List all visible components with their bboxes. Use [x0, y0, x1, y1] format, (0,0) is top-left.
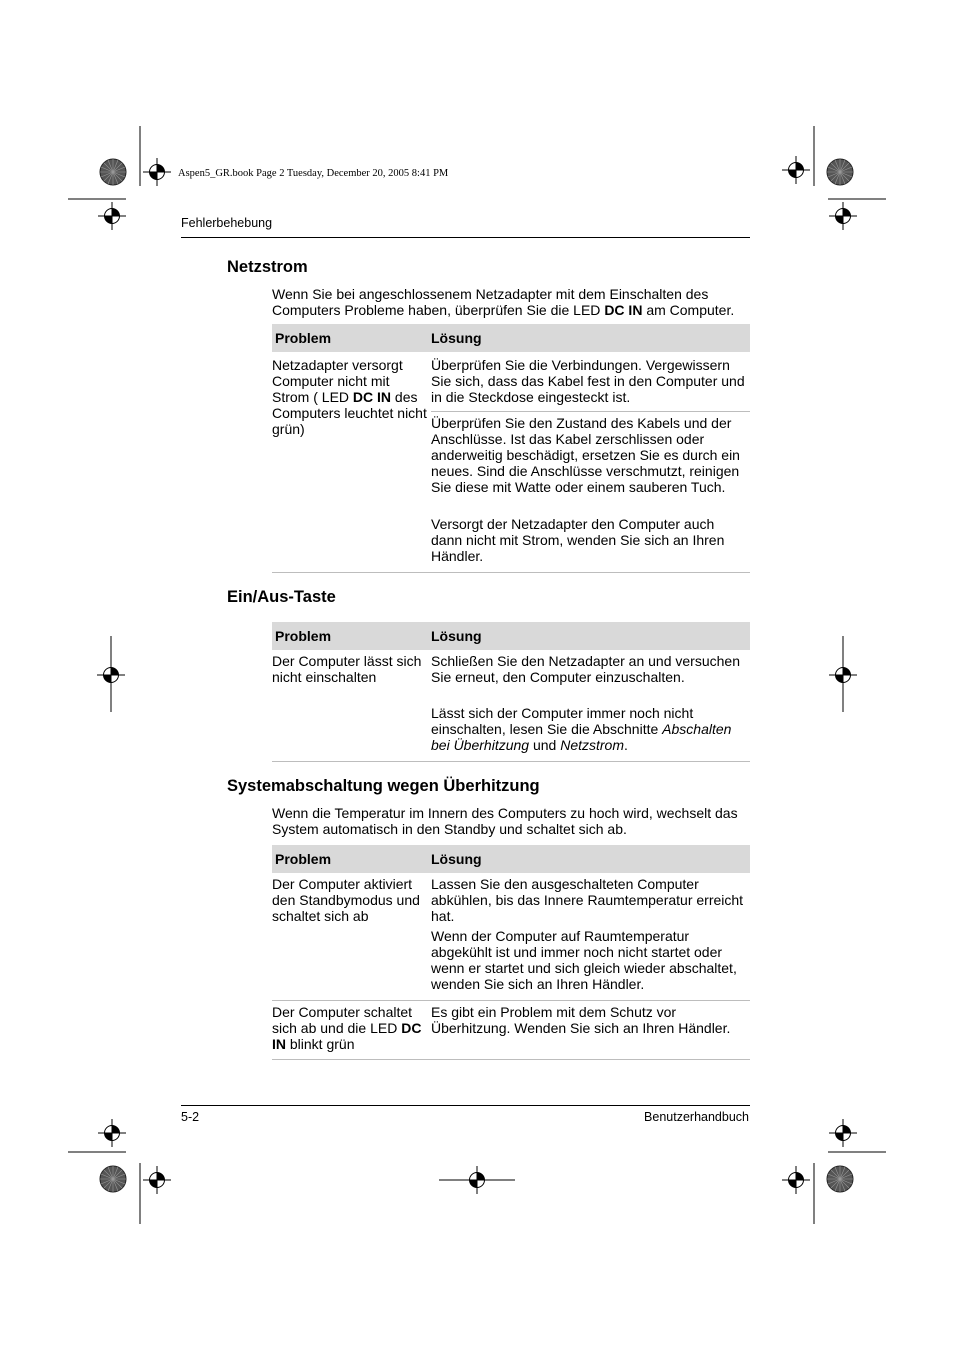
column-header-problem: Problem [275, 628, 332, 644]
solution-cell: Lässt sich der Computer immer noch nicht einschalten, lesen Sie die Abschnitte Abschalten bei Überhitzung und Netzstrom. [431, 705, 732, 753]
table-header-row [272, 324, 750, 352]
registration-wheel-icon [827, 1166, 853, 1192]
problem-cell: Der Computer schaltet sich ab und die LED DC IN blinkt grün [272, 1004, 422, 1052]
solution-cell: Es gibt ein Problem mit dem Schutz vor Überhitzung. Wenden Sie sich an Ihren Händler. [431, 1004, 731, 1036]
section-title-netzstrom: Netzstrom [227, 258, 308, 276]
crosshair-icon [98, 1119, 126, 1147]
footer-doc-title: Benutzerhandbuch [644, 1110, 749, 1124]
column-header-problem: Problem [275, 330, 332, 346]
problem-cell: Der Computer aktiviert den Standbymodus und schaltet sich ab [272, 876, 420, 924]
solution-cell: Schließen Sie den Netzadapter an und versuchen Sie erneut, den Computer einzuschalten. [431, 653, 740, 685]
crosshair-icon [143, 1166, 171, 1194]
table-bottom-rule [272, 1059, 750, 1060]
registration-wheel-icon [827, 159, 853, 185]
column-header-solution: Lösung [431, 851, 482, 867]
solution-cell: Lassen Sie den ausgeschalteten Computer abkühlen, bis das Innere Raumtemperatur erreicht hat. [431, 876, 744, 924]
print-slug: Aspen5_GR.book Page 2 Tuesday, December 20, 2005 8:41 PM [178, 168, 449, 179]
section-title-ein-aus: Ein/Aus-Taste [227, 588, 336, 606]
crosshair-icon [829, 202, 857, 230]
section-intro-ueberhitzung: Wenn die Temperatur im Innern des Computers zu hoch wird, wechselt das System automatisch in den Standby und schaltet sich ab. [272, 805, 738, 837]
table-header-row [272, 622, 750, 650]
registration-wheel-icon [100, 159, 126, 185]
running-header: Fehlerbehebung [181, 216, 273, 230]
table-ein-aus [272, 622, 750, 764]
column-header-solution: Lösung [431, 628, 482, 644]
table-bottom-rule [272, 572, 750, 573]
table-row-separator [272, 1000, 750, 1001]
solution-cell: Versorgt der Netzadapter den Computer auch dann nicht mit Strom, wenden Sie sich an Ihren Händler. [431, 516, 725, 564]
solution-separator [431, 411, 750, 412]
column-header-solution: Lösung [431, 330, 482, 346]
crosshair-icon [143, 158, 171, 186]
problem-cell: Der Computer lässt sich nicht einschalten [272, 653, 422, 685]
table-bottom-rule [272, 761, 750, 762]
crosshair-icon [782, 1166, 810, 1194]
solution-cell: Überprüfen Sie den Zustand des Kabels und der Anschlüsse. Ist das Kabel zerschlissen oder anderweitig beschädigt, ersetzen Sie es durch ein neues. Sind die Anschlüsse verschmutzt, reinigen Sie diese mit Watte oder einem sauberen Tuch. [431, 415, 740, 495]
footer-rule [181, 1105, 750, 1106]
problem-cell: Netzadapter versorgt Computer nicht mit Strom ( LED DC IN des Computers leuchtet nicht grün) [272, 357, 427, 437]
registration-wheel-icon [100, 1166, 126, 1192]
crosshair-icon [782, 156, 810, 184]
table-netzstrom [272, 324, 750, 574]
solution-cell: Wenn der Computer auf Raumtemperatur abgekühlt ist und immer noch nicht startet oder wenn er startet und sich gleich wieder abschaltet, wenden Sie sich an Ihren Händler. [431, 928, 737, 992]
table-ueberhitzung [272, 845, 750, 1063]
column-header-problem: Problem [275, 851, 332, 867]
crosshair-icon [98, 202, 126, 230]
crosshair-icon [829, 1119, 857, 1147]
section-intro-netzstrom: Wenn Sie bei angeschlossenem Netzadapter mit dem Einschalten des Computers Probleme haben, überprüfen Sie die LED DC IN am Computer. [272, 286, 735, 318]
page-number: 5-2 [181, 1110, 200, 1124]
solution-cell: Überprüfen Sie die Verbindungen. Vergewissern Sie sich, dass das Kabel fest in den Computer und in die Steckdose eingesteckt ist. [431, 357, 745, 405]
section-title-ueberhitzung: Systemabschaltung wegen Überhitzung [227, 777, 540, 795]
table-header-row [272, 845, 750, 873]
header-rule [181, 237, 750, 238]
